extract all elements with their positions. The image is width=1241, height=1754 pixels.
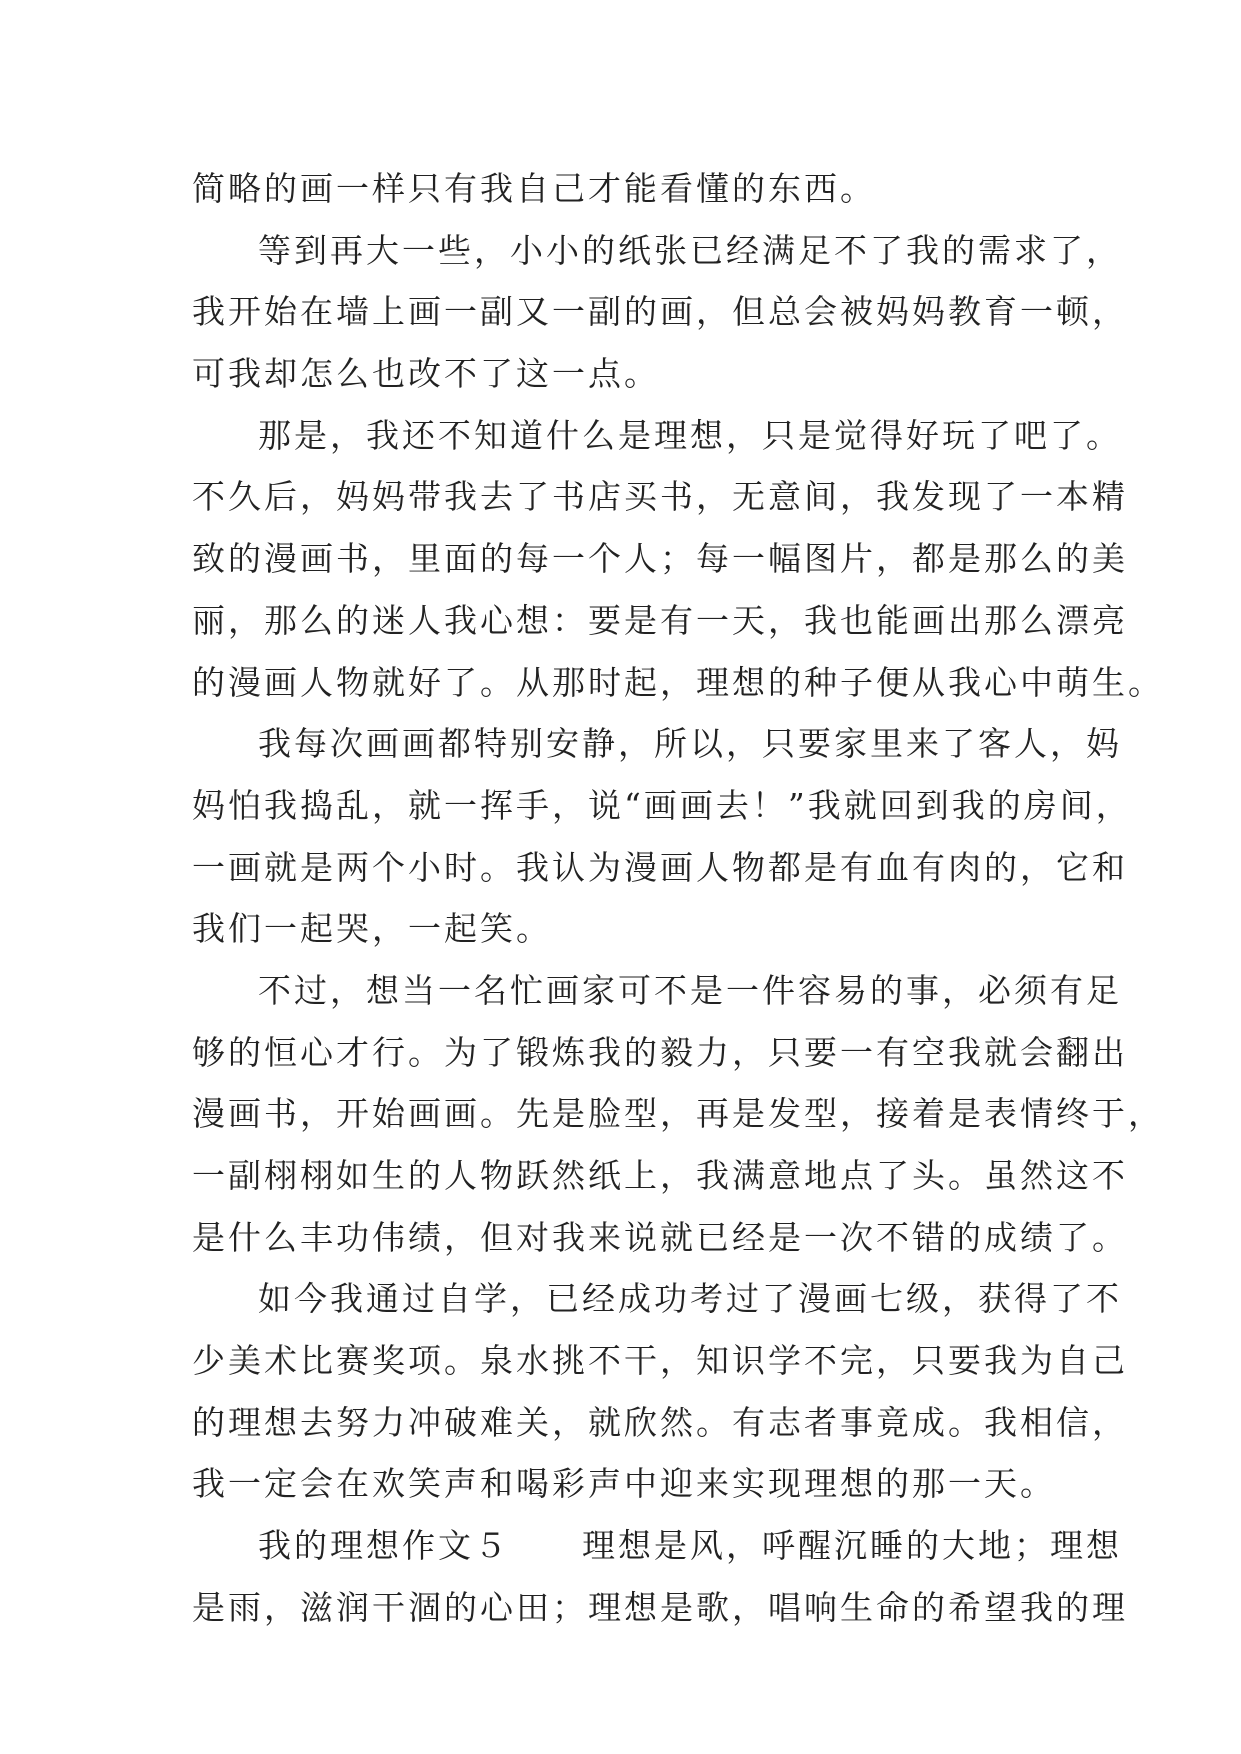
text-line: 漫画书，开始画画。先是脸型，再是发型，接着是表情终于， — [192, 1094, 1164, 1134]
text-line: 我每次画画都特别安静，所以，只要家里来了客人，妈 — [258, 724, 1122, 764]
text-line: 是雨，滋润干涸的心田；理想是歌，唱响生命的希望我的理 — [192, 1587, 1128, 1627]
text-line: 我的理想作文５ 理想是风，呼醒沉睡的大地；理想 — [258, 1526, 1122, 1566]
text-line: 我开始在墙上画一副又一副的画，但总会被妈妈教育一顿， — [192, 292, 1128, 332]
text-line: 是什么丰功伟绩，但对我来说就已经是一次不错的成绩了。 — [192, 1217, 1128, 1257]
text-line: 一画就是两个小时。我认为漫画人物都是有血有肉的，它和 — [192, 847, 1128, 887]
text-line: 我们一起哭，一起笑。 — [192, 909, 552, 949]
text-line: 够的恒心才行。为了锻炼我的毅力，只要一有空我就会翻出 — [192, 1032, 1128, 1072]
text-line: 妈怕我捣乱，就一挥手，说“画画去！”我就回到我的房间， — [192, 785, 1132, 825]
text-line: 的理想去努力冲破难关，就欣然。有志者事竟成。我相信， — [192, 1402, 1128, 1442]
text-line: 等到再大一些，小小的纸张已经满足不了我的需求了， — [258, 230, 1122, 270]
text-line: 的漫画人物就好了。从那时起，理想的种子便从我心中萌生。 — [192, 662, 1164, 702]
text-line: 一副栩栩如生的人物跃然纸上，我满意地点了头。虽然这不 — [192, 1156, 1128, 1195]
text-line: 不久后，妈妈带我去了书店买书，无意间，我发现了一本精 — [192, 477, 1128, 517]
text-line: 少美术比赛奖项。泉水挑不干，知识学不完，只要我为自己 — [192, 1341, 1128, 1381]
essay-text-body — [192, 158, 1164, 1639]
text-line: 简略的画一样只有我自己才能看懂的东西。 — [192, 169, 876, 208]
text-line: 如今我通过自学，已经成功考过了漫画七级，获得了不 — [258, 1279, 1122, 1319]
text-line: 丽，那么的迷人我心想：要是有一天，我也能画出那么漂亮 — [192, 600, 1128, 640]
text-line: 不过，想当一名忙画家可不是一件容易的事，必须有足 — [258, 970, 1122, 1010]
text-line: 我一定会在欢笑声和喝彩声中迎来实现理想的那一天。 — [192, 1464, 1056, 1504]
text-line: 可我却怎么也改不了这一点。 — [192, 354, 660, 394]
text-line: 致的漫画书，里面的每一个人；每一幅图片，都是那么的美 — [192, 539, 1128, 579]
text-line: 那是，我还不知道什么是理想，只是觉得好玩了吧了。 — [258, 415, 1122, 455]
